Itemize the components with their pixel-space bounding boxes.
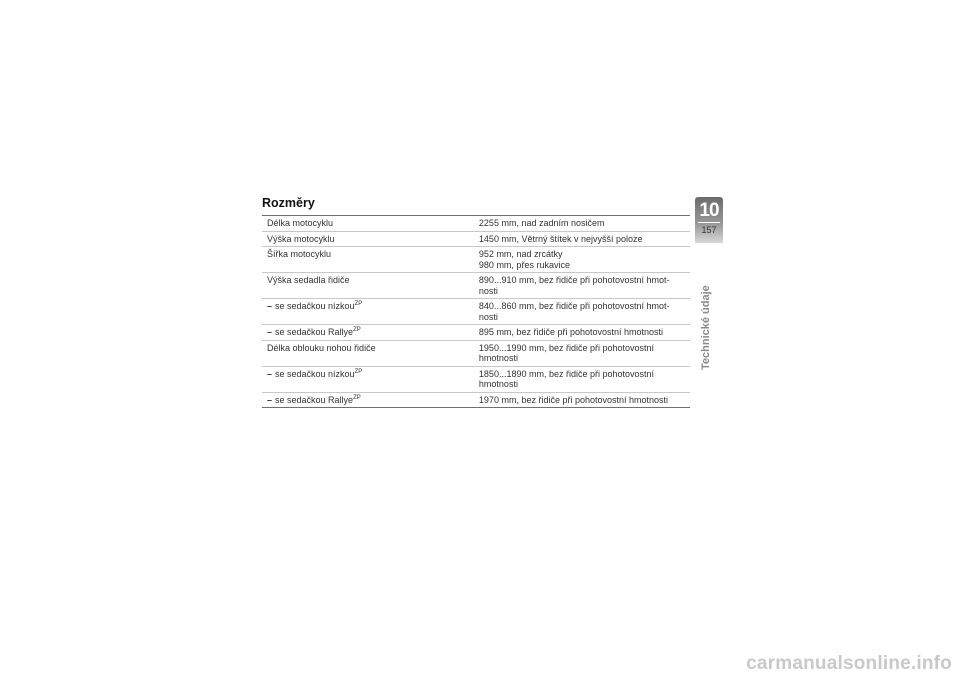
row-label-cell <box>262 247 474 273</box>
row-label-cell <box>262 273 474 299</box>
dimensions-table <box>262 215 690 408</box>
table-row <box>262 299 690 325</box>
section-title: Rozměry <box>262 196 315 210</box>
table-row <box>262 392 690 408</box>
accessory-superscript: ZP <box>353 394 361 401</box>
chapter-title: Technické údaje <box>700 285 712 370</box>
accessory-superscript: ZP <box>353 327 361 333</box>
dash-icon: – <box>267 368 273 379</box>
row-label: se sedačkou nízkou <box>275 301 355 311</box>
row-label: Výška sedadla řidiče <box>267 275 350 285</box>
row-value-line: hmotnosti <box>478 353 518 363</box>
dash-icon: – <box>267 394 273 405</box>
chapter-tab <box>695 197 723 243</box>
table-row <box>262 216 690 232</box>
row-value-cell <box>474 392 690 408</box>
row-value-cell <box>474 273 690 299</box>
table-row <box>262 231 690 247</box>
row-label: se sedačkou Rallye <box>275 394 354 405</box>
accessory-superscript: ZP <box>354 301 363 307</box>
row-label: se sedačkou Rallye <box>275 327 354 337</box>
row-label: Výška motocyklu <box>267 233 335 244</box>
accessory-superscript: ZP <box>354 368 363 375</box>
row-value-line: 895 mm, bez řidiče při pohotovostní hmotnosti <box>478 327 664 337</box>
table-row <box>262 247 690 273</box>
row-value-line: 1970 mm, bez řidiče při pohotovostní hmotnosti <box>478 394 669 405</box>
row-label: Délka oblouku nohou řidiče <box>267 342 376 353</box>
row-value-cell <box>474 247 690 273</box>
row-value-line: 980 mm, přes rukavice <box>478 259 570 270</box>
dash-icon: – <box>267 301 273 311</box>
row-value-line: 890...910 mm, bez řidiče při pohotovostní hmot- <box>478 275 670 285</box>
table-row <box>262 273 690 299</box>
row-value-cell <box>474 299 690 325</box>
row-value-cell <box>474 231 690 247</box>
row-value-line: 952 mm, nad zrcátky <box>478 249 563 259</box>
row-value-line: 840...860 mm, bez řidiče při pohotovostní hmot- <box>478 301 670 311</box>
row-value-cell <box>474 216 690 232</box>
row-label: Šířka motocyklu <box>267 249 332 259</box>
row-value-cell <box>474 340 690 366</box>
row-value-line: 2255 mm, nad zadním nosičem <box>478 218 605 228</box>
table-row <box>262 325 690 341</box>
chapter-number: 10 <box>699 200 719 221</box>
row-label: se sedačkou nízkou <box>275 368 355 379</box>
table-row <box>262 340 690 366</box>
row-label-cell <box>262 366 474 392</box>
row-label-cell <box>262 299 474 325</box>
row-label-cell <box>262 340 474 366</box>
row-value-line: nosti <box>478 285 498 296</box>
dash-icon: – <box>267 327 273 337</box>
row-value-cell <box>474 366 690 392</box>
row-label: Délka motocyklu <box>267 218 334 228</box>
row-value-line: 1950...1990 mm, bez řidiče při pohotovostní <box>478 342 655 353</box>
row-value-line: 1850...1890 mm, bez řidiče při pohotovostní <box>478 368 655 379</box>
row-value-line: nosti <box>478 311 498 322</box>
row-label-cell <box>262 392 474 408</box>
dimensions-table-body <box>262 216 690 408</box>
row-value-cell <box>474 325 690 341</box>
row-value-line: hmotnosti <box>478 379 518 389</box>
table-row <box>262 366 690 392</box>
chapter-divider <box>698 222 720 223</box>
page-number: 157 <box>701 225 717 235</box>
row-label-cell <box>262 216 474 232</box>
row-value-line: 1450 mm, Větrný štítek v nejvyšší poloze <box>478 233 643 244</box>
watermark: carmanualsonline.info <box>746 653 952 674</box>
row-label-cell <box>262 325 474 341</box>
row-label-cell <box>262 231 474 247</box>
